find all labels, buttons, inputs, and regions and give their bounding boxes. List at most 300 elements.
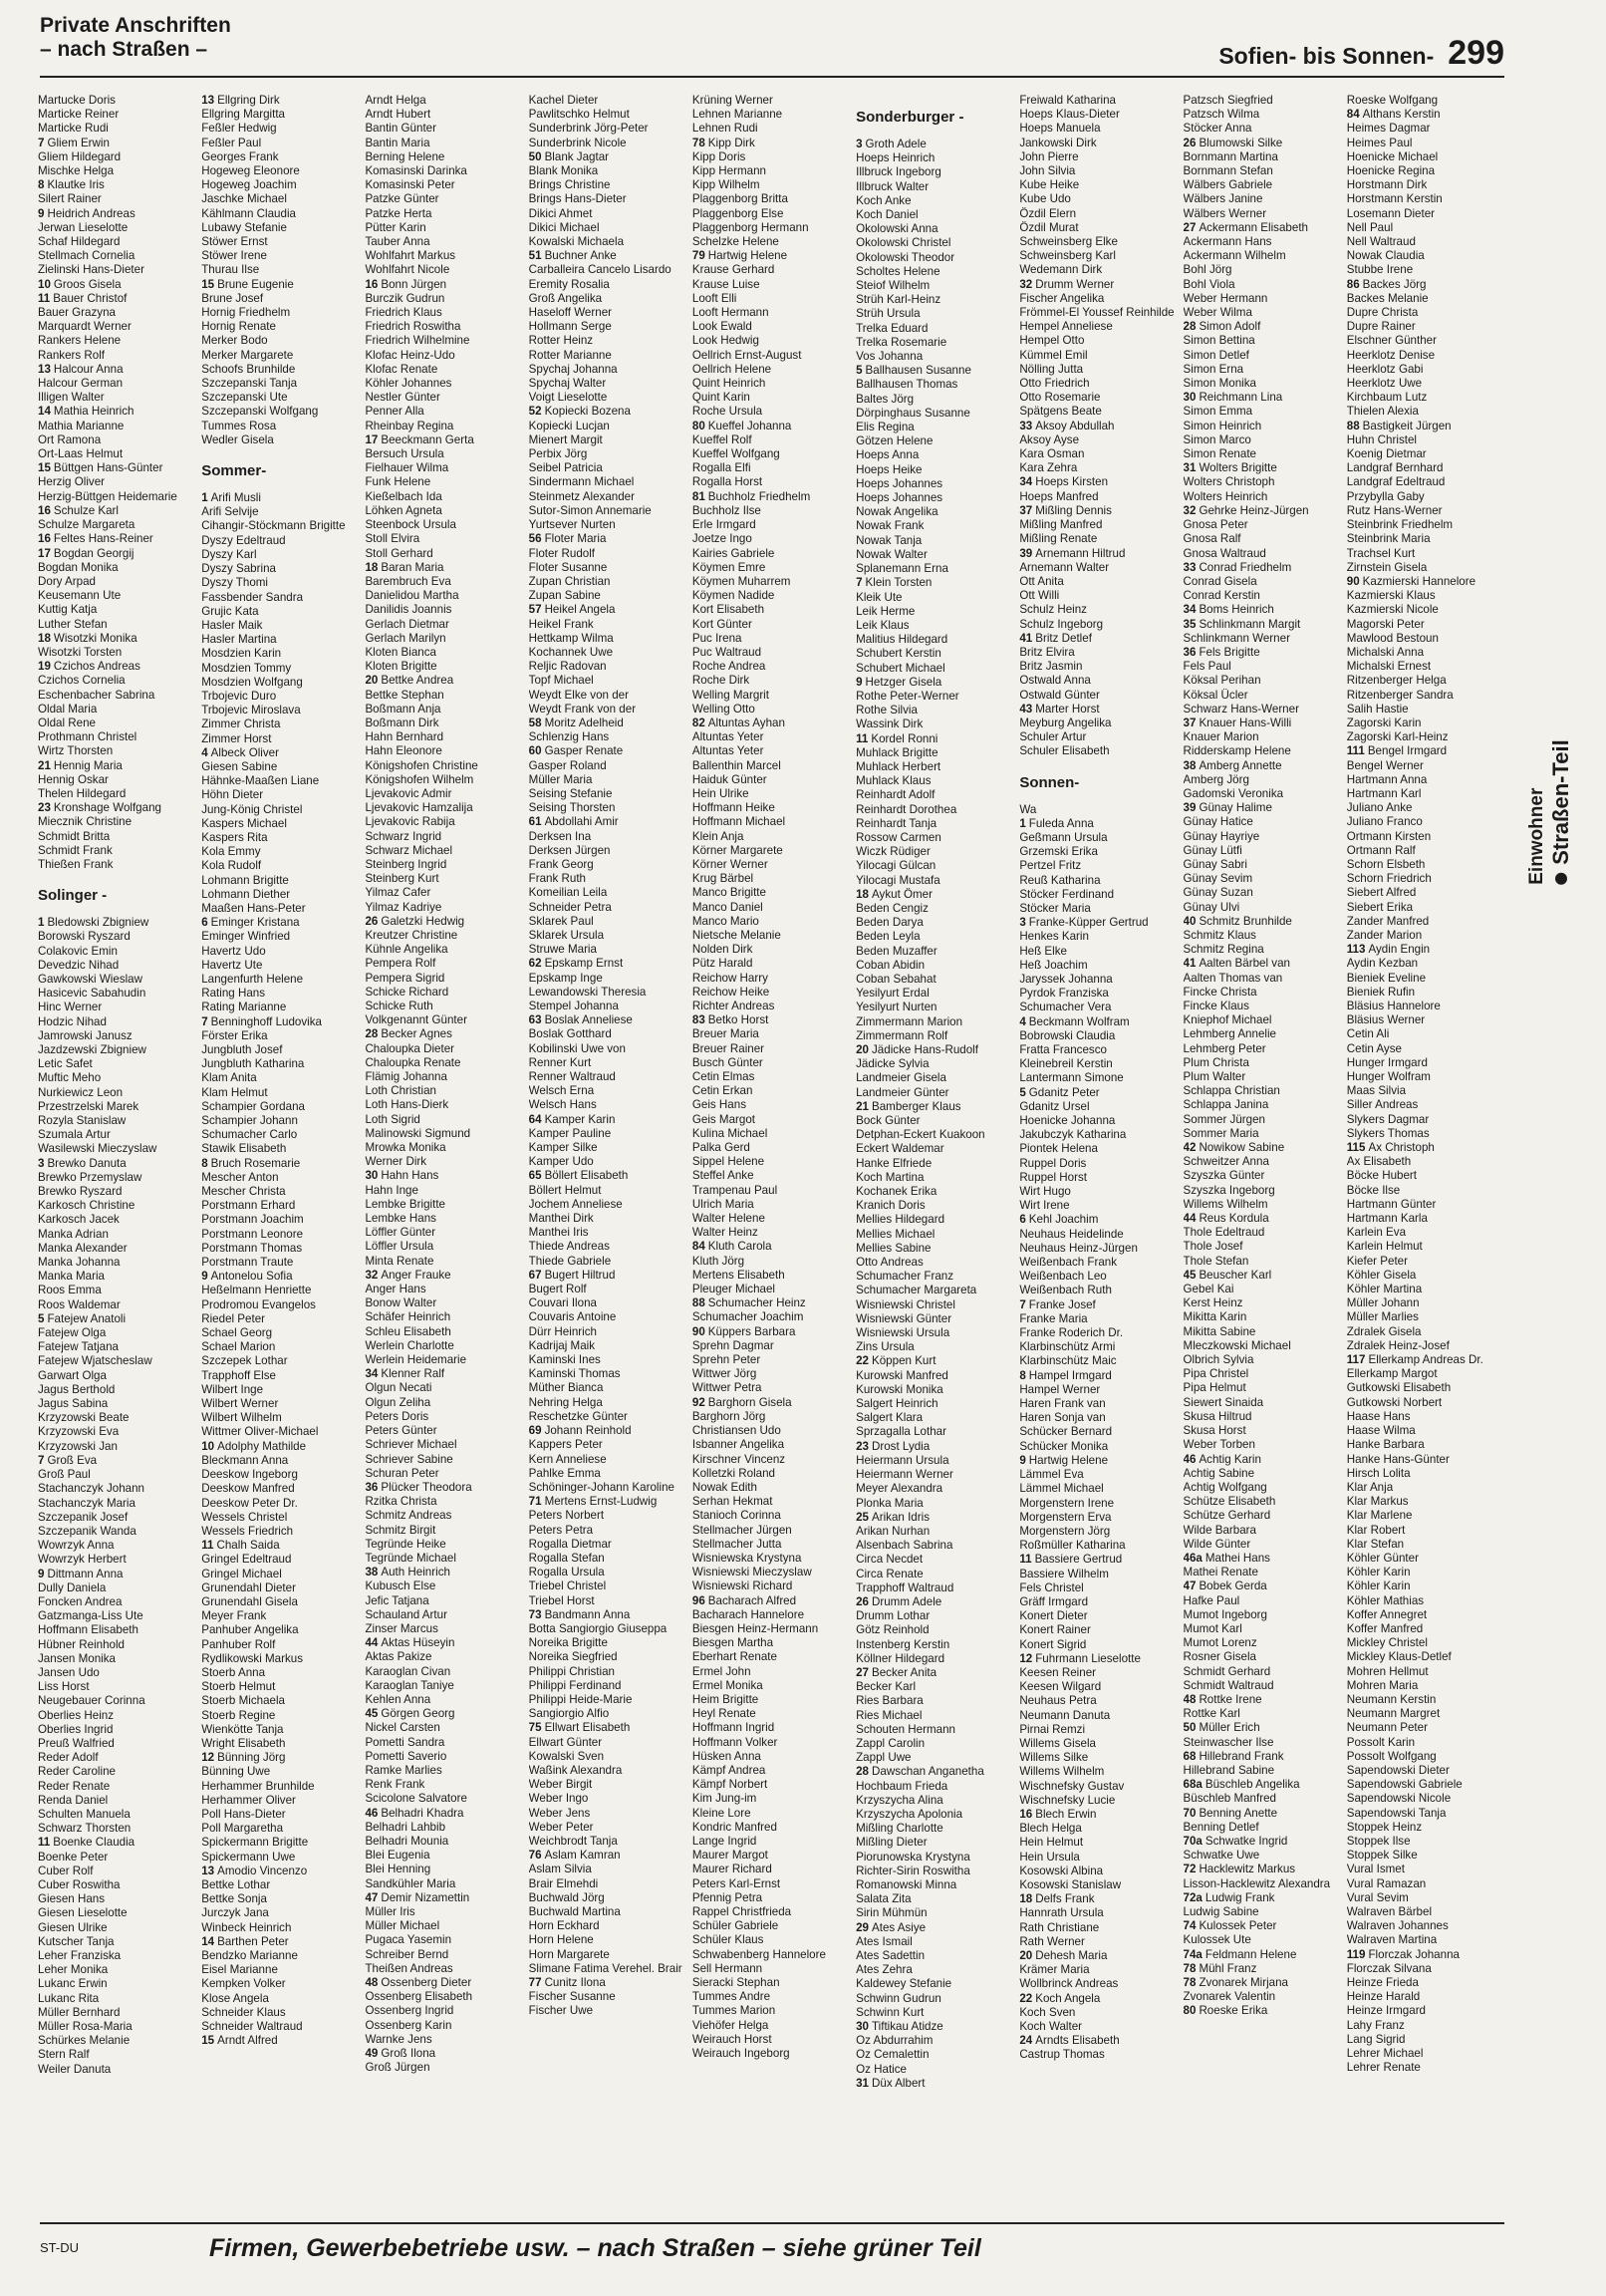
resident-name: Küppers Barbara — [707, 1324, 796, 1338]
directory-entry: Plaggenborg Britta — [691, 192, 788, 206]
directory-entry: Herhammer Brunhilde — [201, 1779, 315, 1793]
directory-entry: Hettkamp Wilma — [528, 631, 614, 645]
resident-name: Wisotzki Monika — [53, 631, 137, 645]
directory-entry: Ortmann Kirsten — [1346, 829, 1432, 843]
directory-entry: Yurtsever Nurten — [528, 518, 616, 532]
house-number: 19 — [38, 660, 51, 674]
resident-name: Brune Eugenie — [217, 277, 294, 291]
directory-entry: Nölling Jutta — [1019, 362, 1084, 376]
resident-name: Bonn Jürgen — [381, 277, 447, 291]
directory-entry: Hoenicke Michael — [1346, 149, 1439, 163]
directory-entry: Hoeps Manuela — [1019, 122, 1101, 136]
directory-entry: Meyer Frank — [201, 1609, 267, 1623]
directory-entry: Neuhaus Petra — [1019, 1694, 1097, 1708]
directory-entry: Buchholz Ilse — [691, 503, 761, 517]
directory-entry: Ermel John — [691, 1664, 751, 1678]
directory-entry: Hennig Oskar — [38, 772, 109, 786]
directory-entry: Ritzenberger Sandra — [1346, 688, 1454, 702]
directory-entry: Szczepanik Wanda — [38, 1524, 136, 1538]
directory-entry: Reder Adolf — [38, 1751, 99, 1765]
house-number: 73 — [528, 1607, 542, 1621]
house-number: 1 — [201, 491, 208, 505]
directory-entry: Eschenbacher Sabrina — [38, 688, 155, 702]
directory-entry: Zdralek Gisela — [1346, 1324, 1422, 1338]
house-number: 83 — [691, 1013, 705, 1027]
house-number: 88 — [1346, 419, 1360, 432]
directory-entry: Blank Monika — [528, 164, 599, 178]
house-number: 12 — [1019, 1651, 1033, 1665]
house-number: 8 — [38, 178, 45, 192]
directory-entry: Fatejew Olga — [38, 1326, 107, 1340]
directory-entry: Welsch Erna — [528, 1084, 595, 1098]
directory-entry: Schöninger-Johann Karoline — [528, 1480, 674, 1494]
directory-entry: Haase Hans — [1346, 1409, 1411, 1423]
directory-entry: Jungbluth Katharina — [201, 1057, 305, 1071]
resident-name: Baran Maria — [381, 560, 444, 574]
directory-entry: Walter Helene — [691, 1212, 765, 1226]
directory-entry: Zappl Carolin — [856, 1736, 926, 1750]
directory-entry: Eckert Waldemar — [856, 1142, 944, 1156]
directory-entry — [856, 2077, 1019, 2091]
directory-entry: Michalski Ernest — [1346, 660, 1432, 674]
directory-entry: Schmitz Klaus — [1183, 928, 1256, 942]
directory-entry: Götz Reinhold — [856, 1623, 930, 1637]
directory-entry: Köllner Hildegard — [856, 1651, 945, 1665]
directory-entry — [529, 957, 692, 971]
directory-entry — [529, 1495, 692, 1509]
directory-entry: Pütz Harald — [691, 957, 753, 971]
directory-entry: Lubawy Stefanie — [201, 220, 287, 234]
directory-entry: Neugebauer Corinna — [38, 1694, 145, 1708]
house-number: 34 — [1183, 603, 1197, 617]
directory-entry: Kara Osman — [1019, 447, 1085, 461]
directory-entry: Müller Marlies — [1346, 1310, 1419, 1324]
directory-entry: Klose Angela — [201, 1991, 269, 2005]
directory-entry: Roos Waldemar — [38, 1297, 121, 1311]
resident-name: Hahn Hans — [381, 1169, 439, 1183]
directory-entry: Stoll Elvira — [365, 532, 420, 546]
directory-entry: Ermel Monika — [691, 1678, 763, 1692]
directory-entry: Wisniewska Krystyna — [691, 1551, 802, 1565]
directory-entry: Schmidt Frank — [38, 843, 113, 857]
directory-entry: Sklarek Ursula — [528, 928, 605, 942]
resident-name: Klein Torsten — [865, 576, 933, 590]
page-number: 299 — [1448, 34, 1504, 72]
resident-name: Bamberger Klaus — [872, 1099, 961, 1113]
directory-entry: Löffler Günter — [365, 1226, 436, 1240]
house-number: 48 — [365, 1976, 379, 1990]
directory-entry: Wright Elisabeth — [201, 1736, 286, 1750]
directory-entry: Kählmann Claudia — [201, 206, 296, 220]
directory-entry: Peters Doris — [365, 1409, 429, 1423]
directory-entry: Weirauch Horst — [691, 2032, 772, 2046]
directory-entry: Aalten Thomas van — [1183, 971, 1283, 985]
directory-entry: Poll Margaretha — [201, 1822, 284, 1836]
house-number: 20 — [1019, 1949, 1033, 1962]
directory-entry: Boslak Gotthard — [528, 1027, 612, 1041]
directory-entry: Stoppek Silke — [1346, 1849, 1418, 1863]
directory-entry: Brair Elmehdi — [528, 1876, 599, 1890]
directory-entry: Kueffel Rolf — [691, 432, 752, 446]
directory-entry — [38, 1157, 201, 1171]
directory-entry: Danielidou Martha — [365, 589, 459, 603]
house-number: 39 — [1183, 801, 1197, 815]
directory-entry: Sprehn Dagmar — [691, 1338, 774, 1352]
directory-entry: Szyszka Günter — [1183, 1169, 1265, 1183]
directory-entry: Sandkühler Maria — [365, 1876, 456, 1890]
directory-entry — [529, 249, 692, 263]
directory-entry — [692, 1396, 856, 1410]
directory-entry: Trelka Eduard — [856, 321, 929, 335]
directory-entry: Jochem Anneliese — [528, 1197, 623, 1211]
directory-entry: Ljevakovic Hamzalija — [365, 801, 473, 815]
directory-entry: Struwe Maria — [528, 943, 597, 957]
directory-entry: Achtig Sabine — [1183, 1466, 1255, 1480]
directory-entry: Krause Luise — [691, 277, 760, 291]
directory-entry: Eberhart Renate — [691, 1650, 777, 1664]
directory-entry: Weber Birgit — [528, 1778, 593, 1792]
directory-entry: Schäfer Heinrich — [365, 1310, 451, 1324]
directory-entry: Bacharach Hannelore — [691, 1607, 805, 1621]
directory-entry: Puc Waltraud — [691, 645, 762, 659]
directory-entry: Renda Daniel — [38, 1793, 109, 1807]
directory-entry: Stöcker Ferdinand — [1019, 887, 1115, 901]
resident-name: Ellwart Elisabeth — [544, 1721, 631, 1735]
directory-entry: Grujic Kata — [201, 604, 259, 618]
directory-entry — [1019, 1298, 1183, 1312]
directory-entry: Geis Hans — [691, 1098, 746, 1112]
directory-entry: Derksen Ina — [528, 829, 592, 843]
directory-entry: Stoppek Ilse — [1346, 1834, 1411, 1848]
directory-entry: Schuler Elisabeth — [1019, 744, 1110, 758]
directory-entry — [856, 888, 1019, 902]
directory-column — [38, 94, 201, 2216]
directory-entry: Werlein Heidemarie — [365, 1353, 467, 1367]
directory-entry: Spickermann Brigitte — [201, 1836, 309, 1850]
directory-entry: Pertzel Fritz — [1019, 859, 1082, 873]
resident-name: Büschleb Angelika — [1204, 1778, 1300, 1792]
directory-entry — [201, 94, 365, 108]
directory-entry: Müller Bernhard — [38, 2005, 121, 2019]
directory-entry: Kloten Bianca — [365, 645, 436, 659]
directory-entry: Köhler Martina — [1346, 1283, 1423, 1296]
directory-entry: Schreiber Bernd — [365, 1947, 449, 1961]
directory-entry: Simon Marco — [1183, 432, 1251, 446]
directory-entry: Anger Hans — [365, 1283, 426, 1296]
directory-entry: Becker Karl — [856, 1680, 917, 1694]
house-number: 3 — [856, 138, 863, 150]
resident-name: Arndts Elisabeth — [1035, 2034, 1120, 2048]
directory-entry: Triebel Christel — [528, 1579, 607, 1593]
resident-name: Nowikow Sabine — [1199, 1141, 1285, 1155]
resident-name: Bugert Hiltrud — [544, 1268, 616, 1282]
directory-entry: Rydlikowski Markus — [201, 1651, 304, 1665]
directory-entry: Deeskow Manfred — [201, 1482, 295, 1496]
directory-entry: Koffer Manfred — [1346, 1621, 1424, 1635]
directory-entry: Friedrich Wilhelmine — [365, 334, 470, 348]
house-number: 50 — [528, 149, 542, 163]
directory-entry: Neuhaus Heinz-Jürgen — [1019, 1241, 1138, 1255]
resident-name: Groß Eva — [47, 1453, 98, 1467]
directory-entry: Simon Monika — [1183, 377, 1256, 391]
directory-entry: Busch Günter — [691, 1055, 763, 1069]
directory-entry: Marticke Rudi — [38, 122, 109, 136]
street-heading: Sonnen- — [1019, 773, 1080, 791]
directory-entry: Pyrdok Franziska — [1019, 987, 1109, 1001]
directory-entry — [1184, 1807, 1347, 1821]
directory-entry: Fatejew Wjatscheslaw — [38, 1354, 152, 1368]
directory-entry: Brune Josef — [201, 291, 264, 305]
side-tab — [1524, 698, 1576, 927]
directory-entry — [1019, 475, 1183, 489]
directory-entry: Barghorn Jörg — [691, 1409, 766, 1423]
directory-entry: Nowak Walter — [856, 547, 928, 561]
directory-entry: Hoffmann Volker — [691, 1735, 778, 1749]
directory-entry: Porstmann Leonore — [201, 1227, 304, 1241]
directory-entry: Krzyzowski Beate — [38, 1411, 130, 1425]
house-number: 46a — [1183, 1551, 1203, 1565]
directory-entry: Kurowski Manfred — [856, 1368, 948, 1382]
directory-entry — [856, 2020, 1019, 2034]
directory-entry: Sieracki Stephan — [691, 1976, 780, 1990]
directory-entry: Funk Helene — [365, 475, 431, 489]
directory-entry: Roche Dirk — [691, 674, 750, 688]
house-number: 11 — [856, 731, 869, 745]
directory-entry: Pipa Christel — [1183, 1367, 1249, 1381]
directory-entry: Fels Christel — [1019, 1580, 1084, 1594]
directory-entry: Ostwald Anna — [1019, 674, 1091, 688]
directory-entry: Tegründe Heike — [365, 1537, 446, 1551]
resident-name: Boslak Anneliese — [544, 1013, 633, 1027]
directory-entry: Werner Dirk — [365, 1155, 427, 1169]
house-number: 7 — [1019, 1297, 1026, 1311]
directory-entry: Kreutzer Christine — [365, 928, 458, 942]
directory-entry: Lehnen Marianne — [691, 108, 783, 122]
resident-name: Blech Erwin — [1035, 1807, 1097, 1821]
directory-entry: Yilocagi Gülcan — [856, 859, 937, 873]
house-number: 74 — [1183, 1919, 1197, 1933]
directory-entry: Schoofs Brunhilde — [201, 362, 296, 376]
directory-entry: Okolowski Theodor — [856, 250, 955, 264]
directory-entry: Schüler Klaus — [691, 1933, 764, 1947]
house-number: 72a — [1183, 1890, 1203, 1904]
directory-entry: Krause Gerhard — [691, 263, 775, 277]
directory-entry: Vural Ramazan — [1346, 1876, 1427, 1890]
directory-entry: Bendzko Marianne — [201, 1949, 298, 1962]
directory-entry: Hahn Inge — [365, 1183, 418, 1197]
house-number: 36 — [1183, 645, 1197, 659]
directory-entry: Hartmann Karl — [1346, 786, 1422, 800]
directory-entry: Weber Torben — [1183, 1438, 1255, 1452]
directory-entry: Beden Muzaffer — [856, 944, 937, 958]
directory-entry — [38, 660, 201, 674]
directory-entry: Dörpinghaus Susanne — [856, 406, 970, 420]
directory-entry: Stubbe Irene — [1346, 263, 1414, 277]
directory-entry: Hochbaum Frieda — [856, 1779, 948, 1793]
directory-entry: Castrup Thomas — [1019, 2048, 1105, 2062]
page-footer — [40, 2222, 1504, 2282]
directory-entry: Komasinski Darinka — [365, 164, 467, 178]
directory-entry: Gringel Edeltraud — [201, 1553, 292, 1567]
house-number: 56 — [528, 532, 542, 546]
directory-entry: Schumacher Joachim — [691, 1310, 804, 1324]
directory-entry: Landgraf Bernhard — [1346, 461, 1444, 475]
directory-entry: Olbrich Sylvia — [1183, 1353, 1254, 1367]
house-number: 5 — [856, 364, 863, 378]
directory-entry — [529, 1013, 692, 1027]
directory-entry: Krüning Werner — [691, 94, 773, 107]
directory-entry — [1347, 744, 1510, 758]
directory-entry: Wisniewski Richard — [691, 1579, 793, 1593]
house-number: 115 — [1346, 1141, 1366, 1155]
directory-entry: Kranich Doris — [856, 1199, 926, 1213]
directory-entry: Beden Leyla — [856, 930, 921, 944]
directory-entry: Peters Norbert — [528, 1509, 605, 1523]
directory-entry: Sell Hermann — [691, 1961, 763, 1975]
resident-name: Gasper Renate — [544, 744, 624, 758]
directory-entry — [856, 1511, 1019, 1525]
resident-name: Backes Jörg — [1362, 277, 1427, 291]
directory-entry — [1019, 1213, 1183, 1227]
directory-entry — [365, 2047, 528, 2061]
directory-entry — [1184, 1919, 1347, 1933]
directory-entry: Wittmer Oliver-Michael — [201, 1425, 319, 1439]
resident-name: Heidrich Andreas — [47, 206, 135, 220]
house-number: 26 — [856, 1594, 869, 1608]
directory-entry: Kueffel Wolfgang — [691, 447, 780, 461]
directory-entry: Tummes Andre — [691, 1990, 771, 2004]
directory-entry: Heikel Frank — [528, 617, 594, 631]
directory-entry: Bantin Maria — [365, 136, 430, 149]
directory-entry: Schorn Friedrich — [1346, 872, 1432, 886]
directory-entry: Illbruck Walter — [856, 179, 930, 193]
directory-entry: Ulrich Maria — [691, 1197, 754, 1211]
directory-entry: Heß Elke — [1019, 944, 1067, 958]
house-number: 4 — [1019, 1014, 1026, 1028]
directory-entry — [365, 1636, 528, 1650]
directory-entry: Klarbinschütz Armi — [1019, 1340, 1116, 1354]
house-number: 32 — [1183, 503, 1197, 517]
house-number: 68 — [1183, 1749, 1197, 1763]
resident-name: Fuleda Anna — [1028, 816, 1094, 830]
directory-entry: Hoeps Klaus-Dieter — [1019, 108, 1120, 122]
directory-entry: Danilidis Joannis — [365, 603, 452, 617]
directory-entry: Patzke Günter — [365, 192, 439, 206]
directory-entry: Heyl Renate — [691, 1707, 756, 1721]
directory-entry: Hempel Otto — [1019, 334, 1085, 348]
directory-entry — [1184, 1835, 1347, 1849]
resident-name: Arnemann Hiltrud — [1035, 546, 1126, 560]
directory-entry: Weydt Elke von der — [528, 688, 629, 702]
directory-entry: Patzsch Wilma — [1183, 108, 1260, 122]
directory-entry: Kipp Doris — [691, 149, 746, 163]
directory-entry: Koch Anke — [856, 193, 912, 207]
directory-entry: Mischke Helga — [38, 164, 115, 178]
directory-entry: Kairies Gabriele — [691, 546, 775, 560]
resident-name: Hampel Irmgard — [1028, 1368, 1112, 1382]
house-number: 69 — [528, 1424, 542, 1438]
directory-entry: Neumann Kerstin — [1346, 1692, 1437, 1706]
directory-entry: Heiermann Werner — [856, 1468, 953, 1482]
directory-entry: Skusa Horst — [1183, 1424, 1246, 1438]
directory-entry — [692, 1325, 856, 1339]
directory-entry: Stoppek Heinz — [1346, 1820, 1423, 1834]
directory-entry: Hogeweg Joachim — [201, 178, 297, 192]
directory-entry: Simon Detlef — [1183, 348, 1249, 362]
directory-entry: Patzsch Siegfried — [1183, 94, 1273, 107]
directory-entry: Jungbluth Josef — [201, 1043, 283, 1056]
directory-entry: Ridderskamp Helene — [1183, 744, 1291, 758]
directory-entry: Prothmann Christel — [38, 730, 137, 744]
directory-entry: Deeskow Peter Dr. — [201, 1496, 298, 1510]
directory-entry: Jefic Tatjana — [365, 1593, 429, 1607]
directory-entry: Jung-König Christel — [201, 802, 303, 816]
resident-name: Plücker Theodora — [381, 1480, 472, 1494]
directory-entry: Köhler Gisela — [1346, 1268, 1417, 1282]
directory-entry: Arnemann Walter — [1019, 560, 1110, 574]
directory-entry: Kamper Silke — [528, 1141, 598, 1155]
directory-entry: Szczepanski Wolfgang — [201, 405, 319, 419]
resident-name: Galetzki Hedwig — [381, 914, 465, 928]
directory-entry: Scicolone Salvatore — [365, 1792, 467, 1806]
directory-entry: Reuß Katharina — [1019, 873, 1101, 887]
house-number: 18 — [1019, 1892, 1033, 1906]
directory-entry: Viehöfer Helga — [691, 2018, 769, 2032]
directory-entry: Sirin Mühmün — [856, 1906, 928, 1920]
directory-entry — [1184, 561, 1347, 575]
directory-entry: Horstmann Kerstin — [1346, 192, 1443, 206]
directory-entry: Schleu Elisabeth — [365, 1324, 451, 1338]
directory-entry: Kopiecki Lucjan — [528, 419, 610, 432]
directory-entry: Jamrowski Janusz — [38, 1028, 133, 1042]
directory-entry: Hanke Elfriede — [856, 1156, 933, 1170]
directory-entry: Haren Frank van — [1019, 1397, 1106, 1411]
directory-entry: Cetin Elmas — [691, 1070, 755, 1084]
resident-name: Heikel Angela — [544, 603, 616, 617]
directory-entry: Rossow Carmen — [856, 830, 941, 844]
directory-entry: Okolowski Anna — [856, 222, 938, 236]
directory-entry: Günay Suzan — [1183, 886, 1253, 900]
directory-entry: Rankers Helene — [38, 334, 122, 348]
house-number: 15 — [201, 277, 215, 291]
resident-name: Eminger Kristana — [210, 916, 300, 930]
directory-entry: Hornig Renate — [201, 320, 276, 334]
directory-entry: Elschner Günther — [1346, 334, 1437, 348]
directory-entry: Roche Ursula — [691, 405, 763, 419]
directory-entry: Havertz Ute — [201, 958, 263, 972]
directory-entry: Zinser Marcus — [365, 1621, 438, 1635]
directory-entry: Schael Georg — [201, 1326, 273, 1340]
directory-entry: Neumann Peter — [1346, 1721, 1428, 1735]
directory-entry: Volkgenannt Günter — [365, 1013, 467, 1027]
directory-entry: Hasler Maik — [201, 618, 263, 632]
resident-name: Bengel Irmgard — [1367, 744, 1448, 758]
directory-entry: Boßmann Dirk — [365, 716, 439, 729]
resident-name: Simon Adolf — [1199, 320, 1261, 334]
directory-entry — [692, 137, 856, 150]
house-number: 75 — [528, 1721, 542, 1735]
directory-entry: Mescher Anton — [201, 1170, 279, 1184]
directory-entry: Nell Waltraud — [1346, 235, 1416, 249]
directory-entry: Hahn Bernhard — [365, 730, 444, 744]
resident-name: Hennig Maria — [53, 758, 123, 772]
directory-entry — [1184, 603, 1347, 617]
directory-entry: Kehlen Anna — [365, 1692, 431, 1706]
directory-entry: Loth Christian — [365, 1084, 436, 1098]
directory-entry: Schütze Gerhard — [1183, 1509, 1271, 1523]
directory-entry: Rothe Silvia — [856, 704, 918, 718]
resident-name: Ax Christoph — [1368, 1141, 1435, 1155]
